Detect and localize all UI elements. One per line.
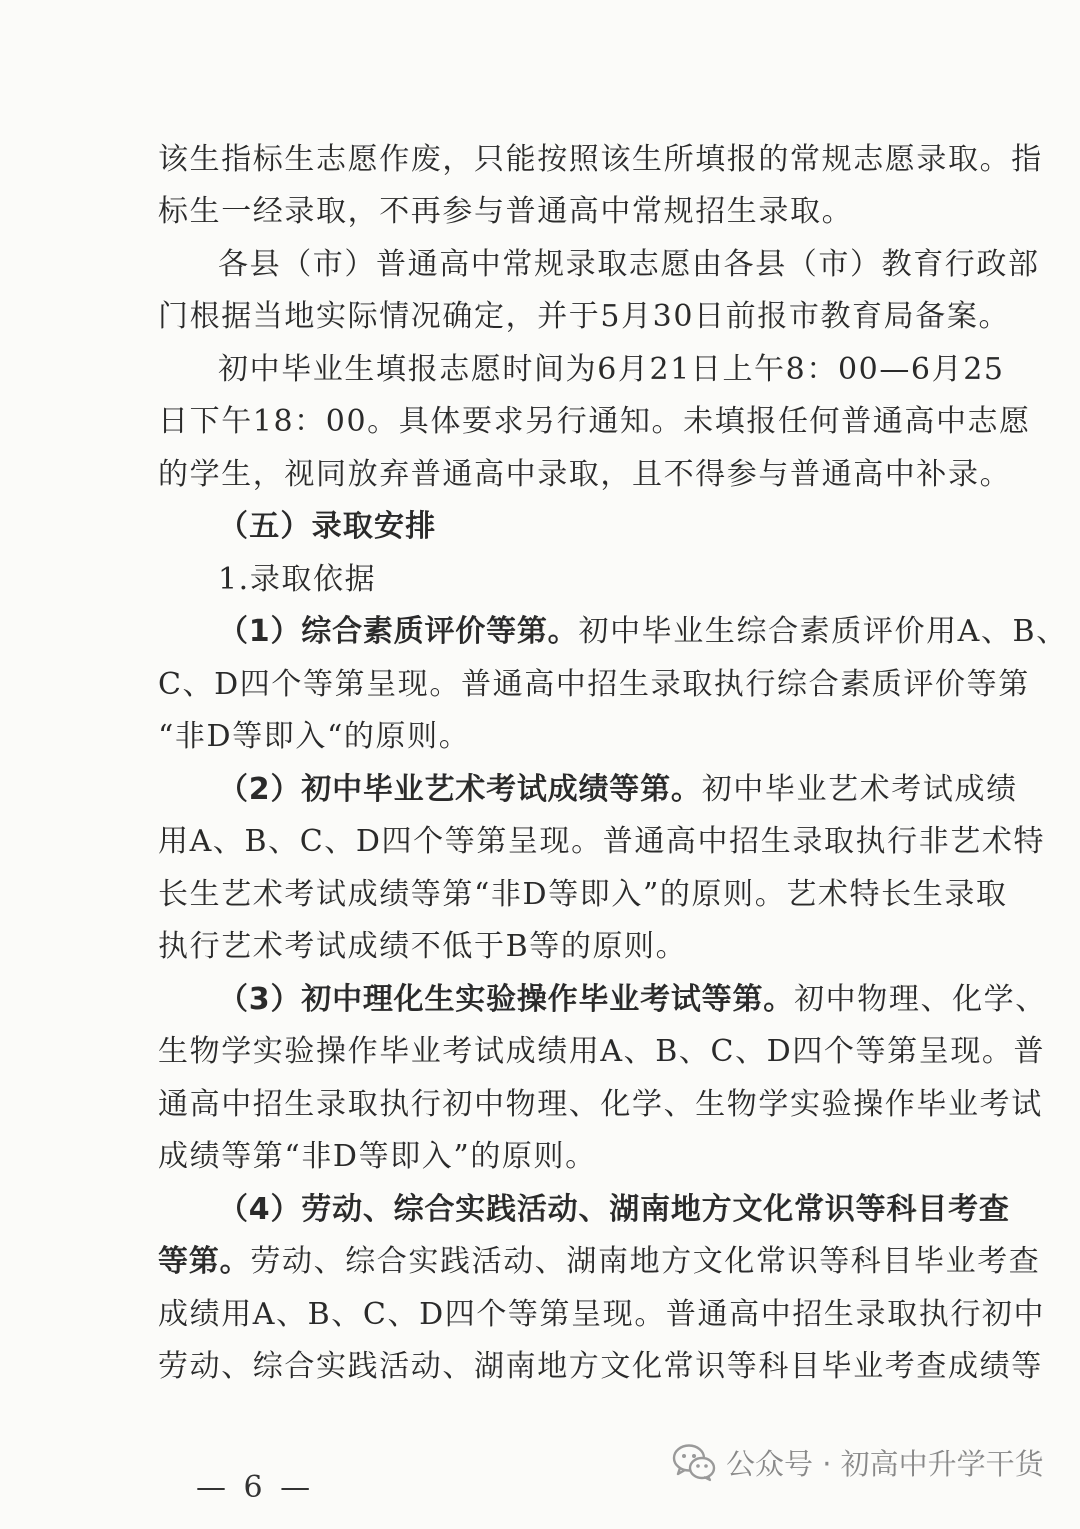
text-line: （3）初中理化生实验操作毕业考试等第。初中物理、化学、 [218,982,1047,1017]
text-line: 标生一经录取，不再参与普通高中常规招生录取。 [158,194,854,229]
text-line: 劳动、综合实践活动、湖南地方文化常识等科目毕业考查成绩等 [158,1349,1043,1384]
text-line: 等第。劳动、综合实践活动、湖南地方文化常识等科目毕业考查 [158,1244,1041,1279]
text-line: 的学生，视同放弃普通高中录取，且不得参与普通高中补录。 [158,457,1012,492]
item-title: （4）劳动、综合实践活动、湖南地方文化常识等科目考查 [218,1192,1010,1227]
subsection-heading: 1.录取依据 [218,562,377,597]
text-line: C、D四个等第呈现。普通高中招生录取执行综合素质评价等第 [158,667,1030,702]
text-line: 执行艺术考试成绩不低于B等的原则。 [158,929,688,964]
item-title: （3）初中理化生实验操作毕业考试等第。 [218,982,795,1017]
section-heading: （五）录取安排 [218,509,437,544]
text-line: 成绩用A、B、C、D四个等第呈现。普通高中招生录取执行初中 [158,1297,1046,1332]
text-line: “非D等即入“的原则。 [158,719,471,754]
text-line: 生物学实验操作毕业考试成绩用A、B、C、D四个等第呈现。普 [158,1034,1046,1069]
text-line: 门根据当地实际情况确定，并于5月30日前报市教育局备案。 [158,299,1011,334]
wechat-icon [672,1442,716,1482]
watermark-text: 公众号 · 初高中升学干货 [726,1446,1044,1481]
text-line: （1）综合素质评价等第。初中毕业生综合素质评价用A、B、 [218,614,1068,649]
item-title: （2）初中毕业艺术考试成绩等第。 [218,772,702,807]
page-number: — 6 — [196,1470,315,1505]
text-line: 初中毕业生填报志愿时间为6月21日上午8：00—6月25 [218,352,1005,387]
text-line: （2）初中毕业艺术考试成绩等第。初中毕业艺术考试成绩 [218,772,1018,807]
text-line: 成绩等第“非D等即入”的原则。 [158,1139,597,1174]
watermark [672,1438,1044,1486]
text-line: 日下午18：00。具体要求另行通知。未填报任何普通高中志愿 [158,404,1031,439]
item-title: 等第。 [158,1244,251,1279]
text-line: 各县（市）普通高中常规录取志愿由各县（市）教育行政部 [218,247,1040,282]
text-line: 长生艺术考试成绩等第“非D等即入”的原则。艺术特长生录取 [158,877,1008,912]
text-line: 通高中招生录取执行初中物理、化学、生物学实验操作毕业考试 [158,1087,1043,1122]
item-title: （1）综合素质评价等第。 [218,614,579,649]
text-line: 用A、B、C、D四个等第呈现。普通高中招生录取执行非艺术特 [158,824,1046,859]
text-line: 该生指标生志愿作废，只能按照该生所填报的常规志愿录取。指 [158,142,1043,177]
text-line [218,1190,1010,1230]
